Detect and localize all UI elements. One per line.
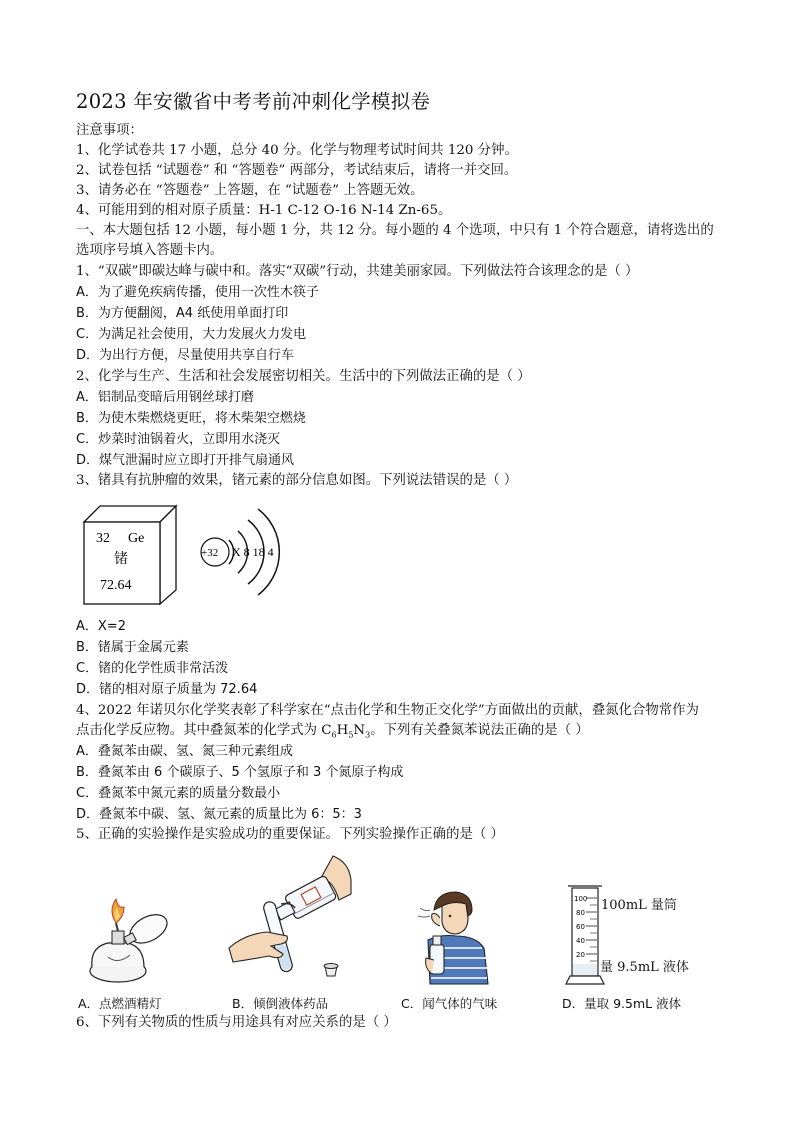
electron-shells: X 8 18 4 bbox=[232, 545, 274, 559]
q2-option-b: B．为使木柴燃烧更旺，将木柴架空燃烧 bbox=[76, 411, 306, 426]
tick-label: 100 bbox=[574, 895, 588, 903]
alcohol-lamp-figure bbox=[78, 895, 178, 987]
q5-caption-c: C．闻气体的气味 bbox=[401, 996, 498, 1011]
q4-option-c: C．叠氮苯中氮元素的质量分数最小 bbox=[76, 786, 281, 801]
question-6-stem: 6、下列有关物质的性质与用途具有对应关系的是（ ） bbox=[76, 1015, 397, 1030]
tick-label: 40 bbox=[576, 937, 585, 945]
q1-option-a: A．为了避免疾病传播，使用一次性木筷子 bbox=[76, 285, 319, 300]
element-symbol: Ge bbox=[128, 531, 145, 546]
smelling-gas-figure bbox=[410, 888, 502, 988]
q5-caption-d: D．量取 9.5mL 液体 bbox=[562, 996, 682, 1011]
note-item: 4、可能用到的相对原子质量：H-1 C-12 O-16 N-14 Zn-65。 bbox=[76, 203, 452, 218]
question-4-stem: 4、2022 年诺贝尔化学奖表彰了科学家在“点击化学和生物正交化学”方面做出的贡献，叠氮化合物常作为 bbox=[76, 703, 699, 718]
tick-label: 80 bbox=[576, 909, 585, 917]
q1-option-d: D．为出行方便，尽量使用共享自行车 bbox=[76, 348, 295, 363]
question-3-stem: 3、锗具有抗肿瘤的效果，锗元素的部分信息如图。下列说法错误的是（ ） bbox=[76, 473, 518, 488]
atom-structure-figure bbox=[196, 493, 296, 613]
q3-option-d: D．锗的相对原子质量为 72.64 bbox=[76, 682, 258, 697]
question-1-stem: 1、“双碳”即碳达峰与碳中和。落实“双碳”行动，共建美丽家园。下列做法符合该理念的是（ ） bbox=[76, 264, 639, 279]
question-5-stem: 5、正确的实验操作是实验成功的重要保证。下列实验操作正确的是（ ） bbox=[76, 827, 504, 842]
question-4-stem-line2: 点击化学反应物。其中叠氮苯的化学式为 $C_6H_5N_3$。下列有关叠氮苯说法正确的是（ ） bbox=[76, 723, 589, 740]
tick-label: 60 bbox=[576, 923, 585, 931]
element-mass: 72.64 bbox=[100, 578, 132, 593]
q2-option-d: D．煤气泄漏时应立即打开排气扇通风 bbox=[76, 453, 295, 468]
liquid-label: 量 9.5mL 液体 bbox=[600, 960, 689, 975]
element-cube-figure bbox=[76, 500, 186, 608]
q5-caption-b: B．倾倒液体药品 bbox=[232, 996, 329, 1011]
q4-option-a: A．叠氮苯由碳、氢、氮三种元素组成 bbox=[76, 744, 293, 759]
tick-label: 20 bbox=[576, 951, 585, 959]
note-item: 1、化学试卷共 17 小题，总分 40 分。化学与物理考试时间共 120 分钟。 bbox=[76, 143, 518, 158]
question-2-stem: 2、化学与生产、生活和社会发展密切相关。生活中的下列做法正确的是（ ） bbox=[76, 369, 531, 384]
q2-option-a: A．铝制品变暗后用钢丝球打磨 bbox=[76, 390, 254, 405]
q3-option-a: A．X=2 bbox=[76, 619, 126, 634]
note-item: 2、试卷包括 “试题卷” 和 “答题卷” 两部分，考试结束后，请将一并交回。 bbox=[76, 163, 518, 178]
section-instruction: 一、本大题包括 12 小题，每小题 1 分，共 12 分。每小题的 4 个选项，中只有 1 个符合题意，请将选出的 bbox=[76, 223, 714, 238]
element-name: 锗 bbox=[114, 552, 128, 567]
q1-option-b: B．为方便翻阅，A4 纸使用单面打印 bbox=[76, 306, 289, 321]
q4-option-d: D．叠氮苯中碳、氢、氮元素的质量比为 6：5：3 bbox=[76, 807, 362, 822]
q1-option-c: C．为满足社会使用，大力发展火力发电 bbox=[76, 327, 307, 342]
q3-option-b: B．锗属于金属元素 bbox=[76, 640, 189, 655]
note-item: 3、请务必在 “答题卷” 上答题，在 “试题卷” 上答题无效。 bbox=[76, 183, 424, 198]
q4-option-b: B．叠氮苯由 6 个碳原子、5 个氢原子和 3 个氮原子构成 bbox=[76, 765, 404, 780]
section-instruction: 选项序号填入答题卡内。 bbox=[76, 243, 224, 258]
pouring-liquid-figure bbox=[225, 850, 365, 980]
page-title: 2023 年安徽省中考考前冲刺化学模拟卷 bbox=[76, 90, 431, 113]
cylinder-label: 100mL 量筒 bbox=[601, 898, 677, 913]
notes-heading: 注意事项： bbox=[76, 123, 143, 138]
element-number: 32 bbox=[96, 531, 110, 546]
q2-option-c: C．炒菜时油锅着火，立即用水浇灭 bbox=[76, 432, 281, 447]
nucleus-charge: +32 bbox=[201, 547, 219, 559]
q5-caption-a: A．点燃酒精灯 bbox=[78, 996, 162, 1011]
q3-option-c: C．锗的化学性质非常活泼 bbox=[76, 661, 229, 676]
